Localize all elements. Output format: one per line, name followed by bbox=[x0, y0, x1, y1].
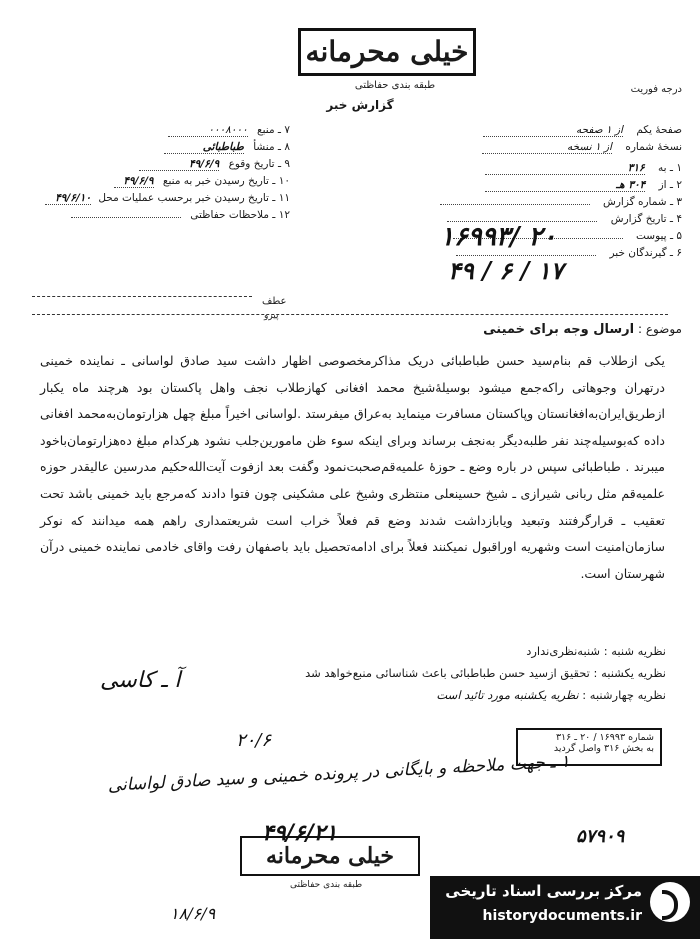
field-label: ۳ ـ شماره گزارش bbox=[603, 196, 682, 208]
report-title: گزارش خبر bbox=[326, 98, 394, 112]
footer-handwriting: ۱۸/۶/۹ bbox=[170, 904, 216, 923]
handwritten-margin: آ ـ کاسی bbox=[100, 668, 181, 693]
remark-label: نظریه یکشنبه bbox=[601, 666, 666, 680]
field-value bbox=[71, 217, 181, 218]
remark-value: شنبه‌نظری‌ندارد bbox=[526, 644, 601, 658]
field-label: ۱ ـ به bbox=[658, 162, 682, 174]
field-value: از ۱ نسخه bbox=[482, 141, 612, 154]
field-row bbox=[392, 124, 682, 141]
field-value: ۴۹/۶/۹ bbox=[139, 158, 219, 171]
footer-sub: طبقه بندی حفاظتی bbox=[290, 880, 363, 890]
handwritten-report-number: ۱۶۹۹۳/ ۲۰ bbox=[440, 222, 557, 252]
subject-label: موضوع bbox=[645, 322, 682, 336]
field-label: صفحهٔ یکم bbox=[636, 124, 682, 136]
classification-box: خیلی محرمانه bbox=[298, 28, 476, 76]
watermark-url: historydocuments.ir bbox=[482, 908, 642, 924]
remark-row: نظریه یکشنبه : تحقیق ازسید حسن طباطبائی باعث شناسائی منبع‌خواهد شد bbox=[305, 666, 666, 680]
watermark bbox=[430, 876, 700, 939]
left-fields bbox=[30, 124, 290, 226]
field-label: ۱۰ ـ تاریخ رسیدن خبر به منبع bbox=[162, 175, 290, 187]
body-paragraph: یکی ازطلاب قم بنام‌سید حسن طباطبائی دریک مذاکرمخصوصی اظهار داشت سید صادق لواسانی ـ نماینده خمینی درتهران وجوهاتی راکه‌جمع میشود بوسیلهٔ‌شیخ محمد افغانی کهازطلاب نجف واهل پاکستان بود هرچند ماه یکبار ازطریق‌ایران‌به‌افغانستان وپاکستان مسافرت مینماید به‌عراق میفرستد .لواسانی اخیراً مبلغ‌ چهل هزارتومان‌به‌محمد افغانی داده که‌بوسیله‌چند نفر طلبه‌دیگر به‌نجف برساند وبرای اینکه سوء ظن مامورین‌جلب نشود هرکدام مبلغ ده‌هزارتومان‌باخود میبرند . طباطبائی سپس در باره وضع ـ حوزهٔ علمیه‌قم‌صحبت‌نمود وگفت بعد ازفوت آیت‌الله‌حکیم مدرسین عالیقدر حوزه علمیه‌قم‌ مثل ربانی شیرازی ـ شیخ حسینعلی منتظری وشیخ علی مشکینی چون فتوا دادند که‌مرجع باید خمینی باشد تحت تعقیب ـ قرار‌گرفتند وتبعید ویا‌بازداشت شدند وضع قم فعلاً خراب است شریعتمداری راهم همه میدانند که نوکر سازمان‌امنیت است وشهریه اوراقبول نمیکنند فعلاً برای ادامه‌تحصیل باید باصفهان رفت واقای خادمی نماینده خمینی درآن شهرستان است. bbox=[40, 353, 665, 581]
document-number: ۵۷۹۰۹ bbox=[576, 826, 625, 847]
remark-row: نظریه شنبه : شنبه‌نظری‌ندارد bbox=[526, 644, 666, 658]
field-label: ۷ ـ منبع bbox=[257, 124, 290, 136]
remark-label: نظریه شنبه bbox=[611, 644, 666, 658]
field-value: ۳۱۶ bbox=[485, 162, 645, 175]
field-value: ۰۰۰۸۰۰۰ bbox=[168, 124, 248, 137]
field-row bbox=[30, 124, 290, 141]
watermark-title: مرکز بررسی اسناد تاریخی bbox=[445, 882, 642, 900]
field-label: ۲ ـ از bbox=[658, 179, 682, 191]
remark-row: نظریه چهارشنبه : نظریه یکشنبه مورد تائید است bbox=[436, 688, 666, 702]
field-label: ۹ ـ تاریخ وقوع bbox=[228, 158, 290, 170]
field-label: ۸ ـ منشأ bbox=[253, 141, 290, 153]
field-row bbox=[392, 179, 682, 196]
field-label: ۶ ـ گیرندگان خبر bbox=[609, 247, 682, 259]
atf-sub: پیرو bbox=[264, 311, 279, 321]
handwritten-note: ۴۹/۶/۲۱ bbox=[262, 820, 338, 846]
field-value: طباطبائی bbox=[164, 141, 244, 154]
field-label: ۵ ـ پیوست bbox=[635, 230, 682, 242]
separator bbox=[32, 296, 252, 297]
subject-value: ارسال وجه برای خمینی bbox=[483, 322, 635, 337]
classification-subtitle: طبقه بندی حفاظتی bbox=[354, 80, 436, 91]
field-value: ۴۹/۶/۹ bbox=[114, 175, 154, 188]
field-label: نسخهٔ شماره bbox=[625, 141, 682, 153]
subject-row: موضوع : ارسال وجه برای خمینی bbox=[483, 322, 682, 337]
handwritten-note: ۱ ـ جهت ملاحظه و بایگانی در پرونده خمینی و سید صادق لواسانی bbox=[107, 751, 571, 796]
field-value: ۳۰۴ هـ bbox=[485, 179, 645, 192]
remark-value: تحقیق ازسید حسن طباطبائی باعث شناسائی منبع‌خواهد شد bbox=[305, 666, 590, 680]
field-label: ۴ ـ تاریخ گزارش bbox=[610, 213, 682, 225]
field-label: ۱۲ ـ ملاحظات حفاظتی bbox=[190, 209, 290, 221]
atf-label: عطف bbox=[262, 296, 287, 307]
field-label: ۱۱ ـ تاریخ رسیدن خبر برحسب عملیات محل bbox=[98, 192, 290, 204]
handwritten-report-date: ۴۹ / ۶ / ۱۷ bbox=[448, 256, 564, 285]
field-row bbox=[392, 141, 682, 158]
handwritten-note: ۲۰/۶ bbox=[236, 730, 272, 751]
remark-label: نظریه چهارشنبه bbox=[589, 688, 666, 702]
field-row bbox=[30, 192, 290, 209]
field-value: از ۱ صفحه bbox=[483, 124, 623, 137]
field-row bbox=[30, 158, 290, 175]
field-value: ۴۹/۶/۱۰ bbox=[45, 192, 91, 205]
archive-logo-icon bbox=[650, 882, 690, 922]
field-row bbox=[30, 141, 290, 158]
field-row bbox=[30, 175, 290, 192]
report-body bbox=[40, 348, 665, 587]
field-row bbox=[392, 162, 682, 179]
field-value bbox=[440, 204, 590, 205]
footer-classification: خیلی محرمانه bbox=[240, 836, 420, 876]
separator bbox=[32, 314, 668, 315]
priority-label: درجه فوریت bbox=[630, 84, 682, 95]
remark-value: نظریه یکشنبه مورد تائید است bbox=[436, 688, 579, 702]
field-row bbox=[392, 196, 682, 213]
stamp-line: شماره ۱۶۹۹۳ / ۲۰ ـ ۳۱۶ bbox=[555, 732, 654, 743]
field-row bbox=[30, 209, 290, 226]
stamp-line: به بخش ۳۱۶ واصل گردید bbox=[553, 743, 654, 754]
